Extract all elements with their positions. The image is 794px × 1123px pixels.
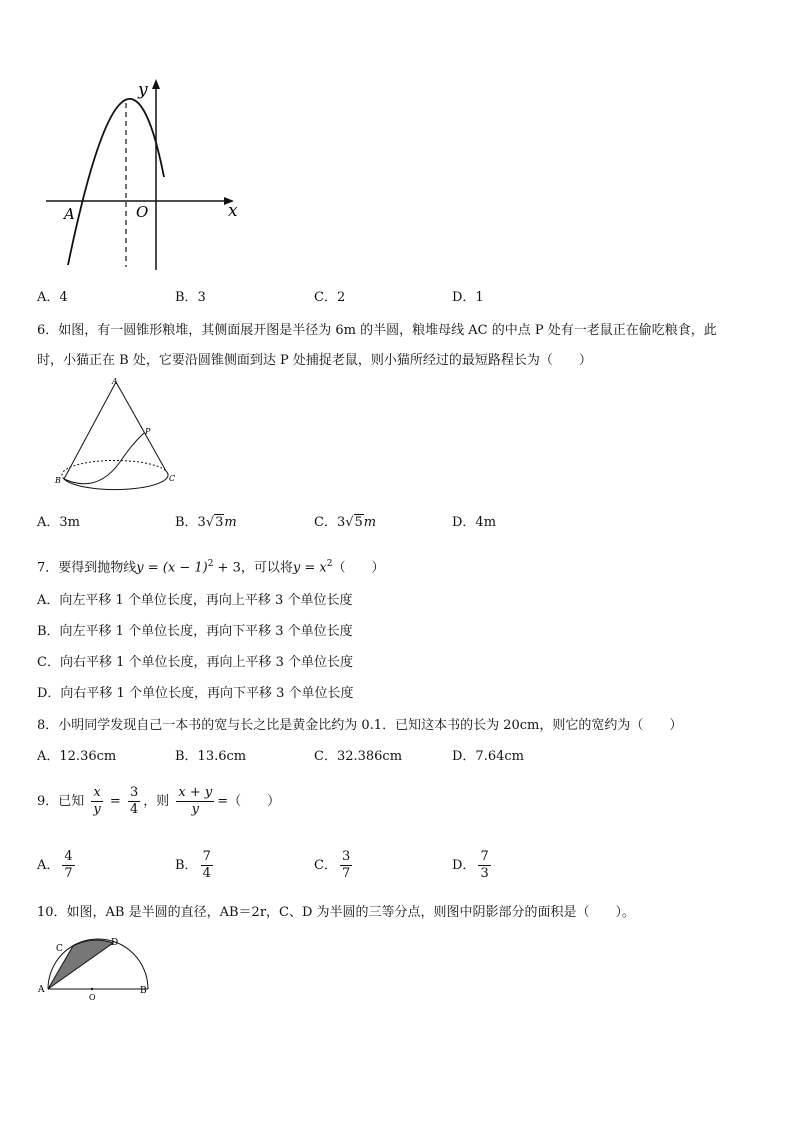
q7-expr2: y = x xyxy=(292,560,327,576)
point-p-label: P xyxy=(145,427,151,436)
fraction-denominator: y xyxy=(93,802,101,817)
point-a-label: A xyxy=(38,985,45,995)
fraction-denominator: y xyxy=(191,802,199,817)
q9-mid: ，则 xyxy=(143,794,170,809)
q9-option-c[interactable] xyxy=(314,846,355,886)
cone-edge-ab xyxy=(64,382,116,479)
q7-tail: + 3，可以将 xyxy=(213,560,293,576)
q7-expr: y = (x − 1) xyxy=(136,560,208,576)
y-axis-arrow xyxy=(152,79,160,89)
q9-option-a[interactable] xyxy=(37,846,78,886)
option-label: C． xyxy=(314,858,337,873)
fraction-denominator: 3 xyxy=(480,866,489,881)
cat-path xyxy=(64,433,144,484)
fraction-numerator: 3 xyxy=(341,849,351,864)
q6-cone-figure xyxy=(52,376,187,494)
q6-option-c[interactable] xyxy=(314,512,376,534)
q9-stem xyxy=(37,784,280,820)
q8-option-c[interactable]: C．32.386cm xyxy=(314,749,403,764)
fraction-denominator: 4 xyxy=(202,866,211,881)
origin-label: O xyxy=(136,203,149,221)
q6-option-c-prefix: C．3 xyxy=(314,515,346,530)
q7-option-b[interactable]: B．向左平移 1 个单位长度，再向下平移 3 个单位长度 xyxy=(37,624,353,639)
option-label: D． xyxy=(452,858,476,873)
q7-suffix: （ ） xyxy=(332,560,385,576)
fraction-numerator: x + y xyxy=(178,785,213,800)
q9-fraction-sum-over-y xyxy=(176,785,214,818)
q8-option-d[interactable]: D．7.64cm xyxy=(452,749,524,764)
q8-options xyxy=(37,746,637,768)
q6-option-a[interactable]: A．3m xyxy=(37,515,80,530)
q6-options xyxy=(37,512,637,534)
fraction-denominator: 7 xyxy=(64,866,73,881)
radical-sign: √ xyxy=(205,515,215,530)
q7-option-d[interactable]: D．向右平移 1 个单位长度，再向下平移 3 个单位长度 xyxy=(37,686,354,701)
q6-option-b[interactable] xyxy=(175,512,237,534)
q9-option-d[interactable] xyxy=(452,846,494,886)
q10-stem: 10．如图，AB 是半圆的直径，AB＝2r，C、D 为半圆的三等分点，则图中阴影部分的面积是（ ）。 xyxy=(37,905,636,920)
q6-option-c-unit: m xyxy=(363,515,377,530)
option-fraction xyxy=(62,849,74,882)
cone-base-front xyxy=(64,471,168,490)
fraction-numerator: 3 xyxy=(129,785,139,800)
option-label: B． xyxy=(175,858,198,873)
q10-semicircle-figure xyxy=(36,934,158,1000)
option-fraction xyxy=(478,849,490,882)
q6-stem-line2: 时，小猫正在 B 处，它要沿圆锥侧面到达 P 处捕捉老鼠，则小猫所经过的最短路程长为（ ） xyxy=(37,353,592,368)
q5-options xyxy=(37,287,637,309)
q9-option-b[interactable] xyxy=(175,846,216,886)
q5-option-a[interactable]: A．4 xyxy=(37,290,68,305)
q9-prefix: 9．已知 xyxy=(37,794,85,809)
q7-exponent: 2 xyxy=(207,559,214,569)
q6-option-d[interactable]: D．4m xyxy=(452,515,497,530)
q7-prefix: 7．要得到抛物线 xyxy=(37,560,137,576)
radical-sign: √ xyxy=(345,515,354,530)
y-axis-label: y xyxy=(138,80,148,100)
center-o-label: O xyxy=(89,993,96,1000)
q8-option-a[interactable]: A．12.36cm xyxy=(37,749,117,764)
option-fraction xyxy=(340,849,352,882)
q9-suffix: =（ ） xyxy=(217,794,281,809)
q6-option-b-radicand: 3 xyxy=(215,515,224,530)
q5-option-b[interactable]: B．3 xyxy=(175,290,206,305)
q9-fraction-3-over-4 xyxy=(128,785,140,818)
fraction-numerator: 7 xyxy=(480,849,489,864)
x-axis-label: x xyxy=(228,201,238,221)
option-label: A． xyxy=(37,858,60,873)
center-point xyxy=(91,988,93,990)
parabola-curve xyxy=(68,99,164,265)
q5-option-d[interactable]: D．1 xyxy=(452,290,484,305)
option-fraction xyxy=(201,849,213,882)
q7-stem xyxy=(37,554,384,578)
apex-a-label: A xyxy=(112,377,118,386)
q7-exponent2: 2 xyxy=(326,559,333,569)
point-c-label: C xyxy=(169,474,176,483)
point-b-label: B xyxy=(55,476,61,485)
q6-option-c-radicand: 5 xyxy=(354,515,363,530)
q6-option-b-prefix: B．3 xyxy=(175,515,206,530)
q7-option-c[interactable]: C．向右平移 1 个单位长度，再向上平移 3 个单位长度 xyxy=(37,655,354,670)
q5-parabola-graph xyxy=(40,75,250,275)
q8-option-b[interactable]: B．13.6cm xyxy=(175,749,247,764)
point-c-label: C xyxy=(56,944,63,954)
q9-equals: = xyxy=(109,794,121,809)
point-b-label: B xyxy=(140,986,147,996)
fraction-numerator: 4 xyxy=(64,849,73,864)
q9-fraction-x-over-y xyxy=(91,785,102,818)
q8-stem: 8．小明同学发现自己一本书的宽与长之比是黄金比约为 0.1．已知这本书的长为 20cm，则它的宽约为（ ） xyxy=(37,718,683,733)
q7-option-a[interactable]: A．向左平移 1 个单位长度，再向上平移 3 个单位长度 xyxy=(37,593,353,608)
fraction-numerator: x xyxy=(93,785,101,800)
q9-options xyxy=(37,846,637,886)
q6-option-b-unit: m xyxy=(224,515,237,530)
point-d-label: D xyxy=(111,938,119,948)
fraction-denominator: 7 xyxy=(341,866,351,881)
q5-option-c[interactable]: C．2 xyxy=(314,290,346,305)
fraction-denominator: 4 xyxy=(129,802,139,817)
q6-stem-line1: 6．如图，有一圆锥形粮堆，其侧面展开图是半径为 6m 的半圆，粮堆母线 AC 的中点 P 处有一老鼠正在偷吃粮食，此 xyxy=(37,323,717,338)
fraction-numerator: 7 xyxy=(202,849,211,864)
point-a-label: A xyxy=(64,205,75,223)
